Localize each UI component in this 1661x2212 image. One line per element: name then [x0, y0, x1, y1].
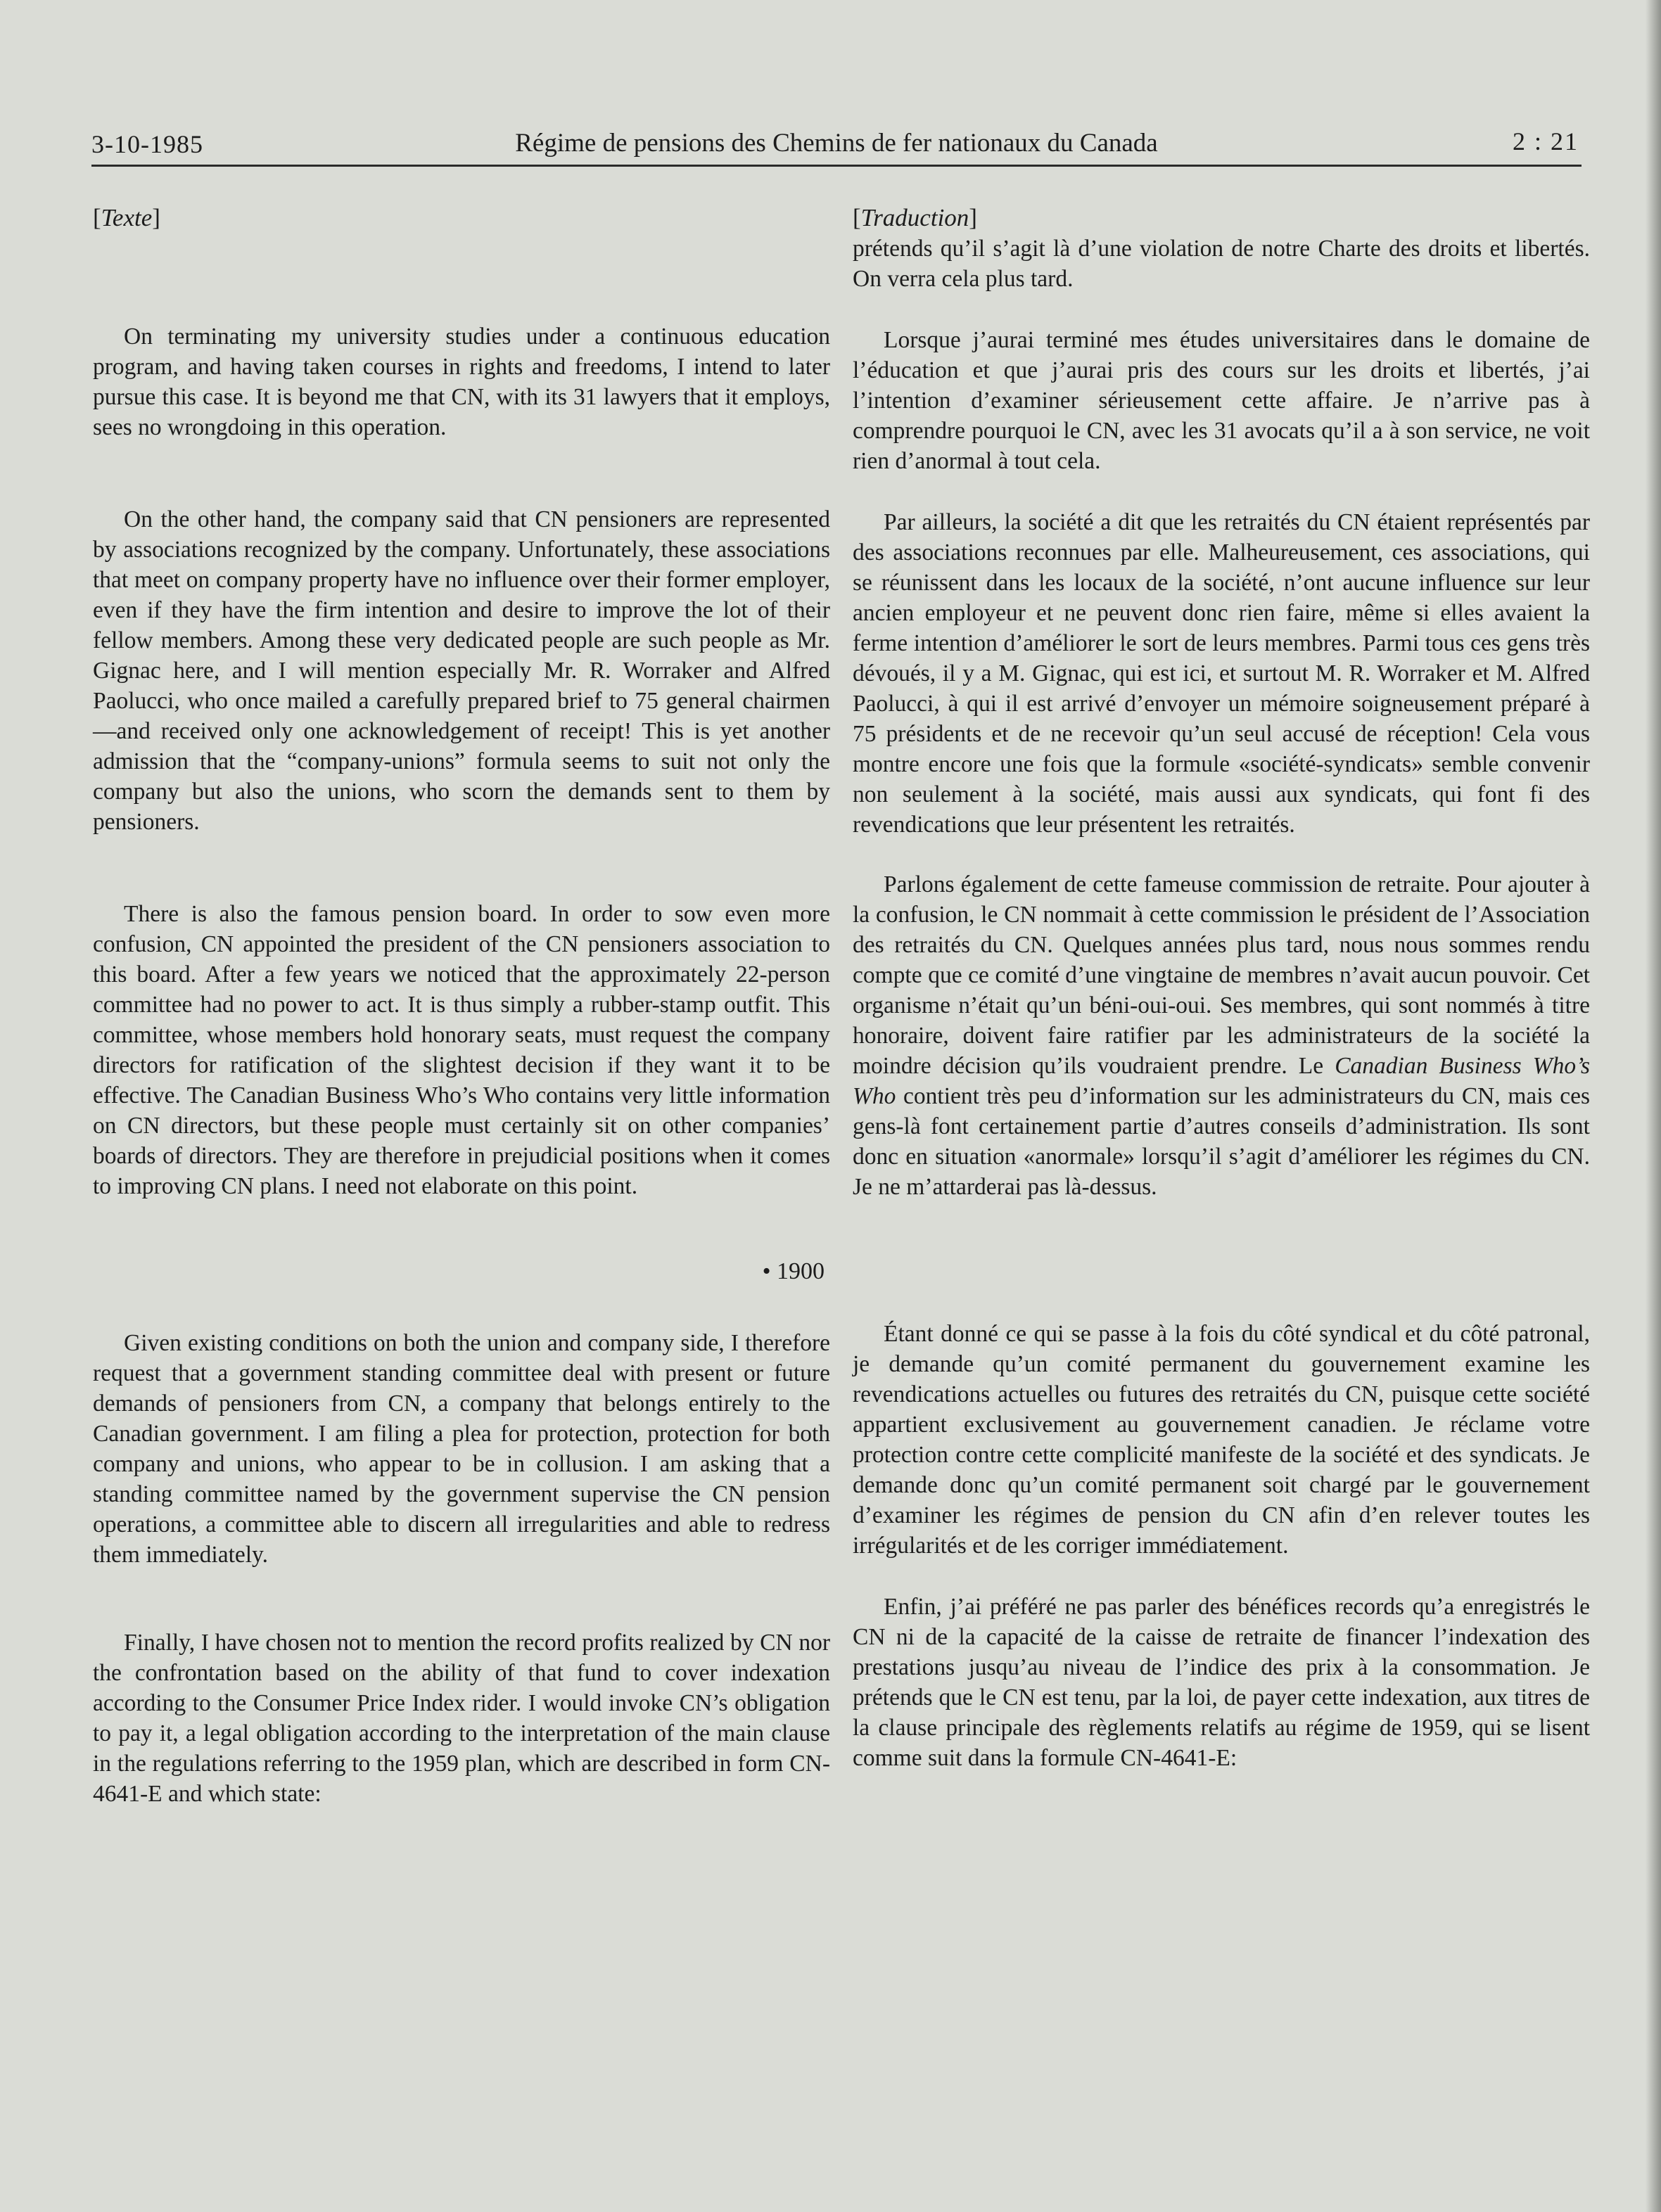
section-tag-texte: [Texte] [93, 204, 160, 231]
header-page-number: 2 : 21 [1512, 127, 1579, 155]
paragraph: On the other hand, the company said that CN pensioners are represented by associations recognized by the company. Unfortunately, these associations that meet on company property have no influence over their former employer, even if they have the firm intention and desire to improve the lot of their fellow members. Among these very dedicated people are such people as Mr. Gignac here, and I will mention especially Mr. R. Worraker and Alfred Paolucci, who once mailed a carefully prepared brief to 75 general chairmen—and received only one acknowledgement of receipt! This is yet another admission that the “company-unions” formula seems to suit not only the company but also the unions, who scorn the demands sent to them by pensioners. [93, 506, 830, 835]
section-tag-traduction: [Traduction] [853, 204, 977, 231]
time-marker: • 1900 [762, 1258, 825, 1284]
header-title: Régime de pensions des Chemins de fer nationaux du Canada [515, 129, 1158, 158]
paragraph [853, 869, 1590, 1202]
right-column-french [853, 203, 1590, 1773]
paragraph: There is also the famous pension board. In order to sow even more confusion, CN appointed the president of the CN pensioners association to this board. After a few years we noticed that the approximately 22-person committee had no power to act. It is thus simply a rubber-stamp outfit. This committee, whose members hold honorary seats, must request the company directors for ratification of the slightest decision if they want it to be effective. The Canadian Business Who’s Who contains very little information on CN directors, but these people must certainly sit on other companies’ boards of directors. They are therefore in prejudicial positions when it comes to improving CN plans. I need not elaborate on this point. [93, 901, 830, 1199]
paragraph: Enfin, j’ai préféré ne pas parler des bénéfices records qu’a enregistrés le CN ni de la capacité de la caisse de retraite de financer l’indexation des prestations jusqu’au niveau de l’indice des prix à la consommation. Je prétends que le CN est tenu, par la loi, de payer cette indexation, aux titres de la clause principale des règlements relatifs au régime de 1959, qui se lisent comme suit dans la formule CN-4641-E: [853, 1594, 1590, 1771]
paragraph: Finally, I have chosen not to mention the record profits realized by CN nor the confrontation based on the ability of that fund to cover indexation according to the Consumer Price Index rider. I would invoke CN’s obligation to pay it, a legal obligation according to the interpretation of the main clause in the regulations referring to the 1959 plan, which are described in form CN-4641-E and which state: [93, 1630, 830, 1807]
header-date: 3-10-1985 [91, 130, 203, 158]
page-header [91, 125, 1582, 167]
paragraph: Étant donné ce qui se passe à la fois du côté syndical et du côté patronal, je demande qu’un comité permanent du gouvernement examine les revendications actuelles ou futures des retraités du CN, puisque cette société appartient exclusivement au gouvernement canadien. Je réclame votre protection contre cette complicité manifeste de la société et des syndicats. Je demande donc qu’un comité permanent soit chargé par le gouvernement d’examiner les régimes de pension du CN afin d’en relever toutes les irrégularités et de les corriger immédiatement. [853, 1321, 1590, 1559]
paragraph: Given existing conditions on both the union and company side, I therefore request that a government standing committee deal with present or future demands of pensioners from CN, a company that belongs entirely to the Canadian government. I am filing a plea for protection, protection for both company and unions, who appear to be in collusion. I am asking that a standing committee named by the government supervise the CN pension operations, a committee able to discern all irregularities and able to redress them immediately. [93, 1330, 830, 1568]
paragraph: prétends qu’il s’agit là d’une violation de notre Charte des droits et libertés. On verra cela plus tard. [853, 236, 1590, 292]
paragraph: On terminating my university studies under a continuous education program, and having taken courses in rights and freedoms, I intend to later pursue this case. It is beyond me that CN, with its 31 lawyers that it employs, sees no wrongdoing in this operation. [93, 324, 830, 440]
paragraph: Par ailleurs, la société a dit que les retraités du CN étaient représentés par des associations reconnues par elle. Malheureusement, ces associations, qui se réunissent dans les locaux de la société, n’ont aucune influence sur leur ancien employeur et ne peuvent donc rien faire, même si elles avaient la ferme intention d’améliorer le sort de leurs membres. Parmi tous ces gens très dévoués, il y a M. Gignac, qui est ici, et surtout M. R. Worraker et M. Alfred Paolucci, à qui il est arrivé d’envoyer un mémoire soigneusement préparé à 75 présidents et de ne recevoir qu’un seul accusé de réception! Cela vous montre encore une fois que la formule «société-syndicats» semble convenir non seulement à la société, mais aussi aux syndicats, qui font fi des revendications que leur présentent les retraités. [853, 509, 1590, 838]
left-column-english [93, 203, 830, 1809]
paragraph-part: contient très peu d’information sur les administrateurs du CN, mais ces gens-là font certainement partie d’autres conseils d’administration. Ils sont donc en situation «anormale» lorsqu’il s’agit d’améliorer les régimes du CN. Je ne m’attarderai pas là-dessus. [853, 1083, 1591, 1200]
paragraph: Lorsque j’aurai terminé mes études universitaires dans le domaine de l’éducation et que j’aurai pris des cours sur les droits et libertés, j’ai l’intention d’examiner sérieusement cette affaire. Je n’arrive pas à comprendre pourquoi le CN, avec les 31 avocats qu’il a à son service, ne voit rien d’anormal à tout cela. [853, 327, 1590, 474]
publication-title: Canadian Business Who’s Who [853, 1053, 1590, 1109]
paragraph-part: Parlons également de cette fameuse commission de retraite. Pour ajouter à la confusion, le CN nommait à cette commission le président de l’Association des retraités du CN. Quelques années plus tard, nous nous sommes rendu compte que ce comité d’une vingtaine de membres n’avait aucun pouvoir. Cet organisme n’était qu’un béni-oui-oui. Ses membres, qui sont nommés à titre honoraire, doivent faire ratifier par les administrateurs de la société la moindre décision qu’ils voudraient prendre. Le [853, 871, 1590, 1079]
